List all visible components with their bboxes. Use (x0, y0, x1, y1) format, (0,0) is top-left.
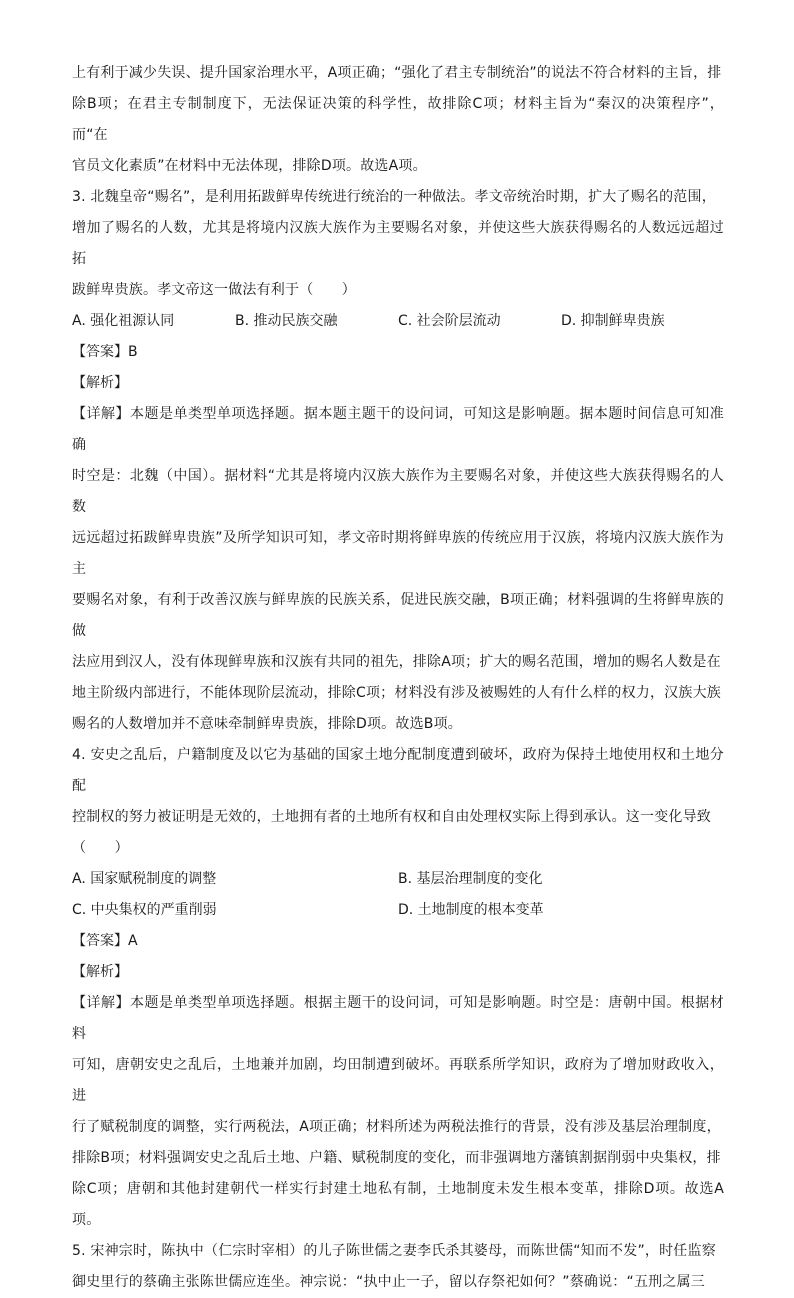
question-3 (72, 182, 724, 740)
question-5 (72, 1236, 724, 1298)
answer-options-row (72, 864, 724, 895)
detail-line: 远远超过拓跋鲜卑贵族”及所学知识可知，孝文帝时期将鲜卑族的传统应用于汉族，将境内汉族大族作为主 (72, 530, 724, 577)
analysis-label: 【解析】 (72, 964, 128, 980)
question-4 (72, 740, 724, 1236)
question-stem-line: 控制权的努力被证明是无效的，土地拥有者的土地所有权和自由处理权实际上得到承认。这一变化导致 (72, 809, 711, 825)
option-b: B. 基层治理制度的变化 (398, 871, 543, 887)
option-c: C. 中央集权的严重削弱 (72, 902, 217, 918)
question-stem-line: 5. 宋神宗时，陈执中（仁宗时宰相）的儿子陈世儒之妻李氏杀其婆母，而陈世儒“知而不发”，时任监察 (72, 1243, 716, 1259)
question-stem-line: 御史里行的蔡确主张陈世儒应连坐。神宗说：“执中止一子，留以存祭祀如何？”蔡确说：“五刑之属三 (72, 1274, 705, 1290)
detail-line: 【详解】本题是单类型单项选择题。根据主题干的设问词，可知是影响题。时空是：唐朝中国。根据材料 (72, 995, 724, 1042)
option-a: A. 国家赋税制度的调整 (72, 871, 217, 887)
detail-line: 【详解】本题是单类型单项选择题。据本题主题干的设问词，可知这是影响题。据本题时间信息可知准确 (72, 406, 724, 453)
detail-line: 要赐名对象，有利于改善汉族与鲜卑族的民族关系，促进民族交融，B项正确；材料强调的生将鲜卑族的做 (72, 592, 724, 639)
detail-line: 排除B项；材料强调安史之乱后土地、户籍、赋税制度的变化，而非强调地方藩镇割据削弱中央集权，排 (72, 1150, 721, 1166)
question-stem-line: 跋鲜卑贵族。孝文帝这一做法有利于（ ） (72, 282, 356, 298)
option-b: B. 推动民族交融 (235, 313, 338, 329)
answer-label: 【答案】A (72, 933, 138, 949)
option-c: C. 社会阶层流动 (398, 313, 501, 329)
detail-line: 行了赋税制度的调整，实行两税法，A项正确；材料所述为两税法推行的背景，没有涉及基层治理制度， (72, 1119, 721, 1135)
detail-line: 法应用到汉人，没有体现鲜卑族和汉族有共同的祖先，排除A项；扩大的赐名范围，增加的赐名人数是在 (72, 654, 721, 670)
detail-line: 地主阶级内部进行，不能体现阶层流动，排除C项；材料没有涉及被赐姓的人有什么样的权力，汉族大族 (72, 685, 721, 701)
detail-line: 可知，唐朝安史之乱后，土地兼并加剧，均田制遭到破坏。再联系所学知识，政府为了增加财政收入，进 (72, 1057, 724, 1104)
option-d: D. 抑制鲜卑贵族 (561, 313, 665, 329)
question-stem-line: 增加了赐名的人数，尤其是将境内汉族大族作为主要赐名对象，并使这些大族获得赐名的人数远远超过拓 (72, 220, 724, 267)
analysis-label: 【解析】 (72, 375, 128, 391)
intro-explanation (72, 58, 724, 182)
question-stem-line: 3. 北魏皇帝“赐名”，是利用拓跋鲜卑传统进行统治的一种做法。孝文帝统治时期，扩大了赐名的范围， (72, 189, 716, 205)
answer-label: 【答案】B (72, 344, 138, 360)
answer-options (72, 306, 724, 337)
question-stem-line: （ ） (72, 840, 129, 856)
option-d: D. 土地制度的根本变革 (398, 902, 544, 918)
text-line: 除B项；在君主专制制度下，无法保证决策的科学性，故排除C项；材料主旨为“秦汉的决策程序”，而“在 (72, 96, 724, 143)
text-line: 上有利于减少失误、提升国家治理水平，A项正确；“强化了君主专制统治”的说法不符合材料的主旨，排 (72, 65, 722, 81)
document-page (72, 58, 724, 1298)
detail-line: 赐名的人数增加并不意味牵制鲜卑贵族，排除D项。故选B项。 (72, 716, 462, 732)
text-line: 官员文化素质”在材料中无法体现，排除D项。故选A项。 (72, 158, 427, 174)
answer-options-row (72, 895, 724, 926)
detail-line: 时空是：北魏（中国）。据材料“尤其是将境内汉族大族作为主要赐名对象，并使这些大族获得赐名的人数 (72, 468, 724, 515)
question-stem-line: 4. 安史之乱后，户籍制度及以它为基础的国家土地分配制度遭到破坏，政府为保持土地使用权和土地分配 (72, 747, 724, 794)
option-a: A. 强化祖源认同 (72, 313, 175, 329)
detail-line: 除C项；唐朝和其他封建朝代一样实行封建土地私有制，土地制度未发生根本变革，排除D项。故选A项。 (72, 1181, 724, 1228)
